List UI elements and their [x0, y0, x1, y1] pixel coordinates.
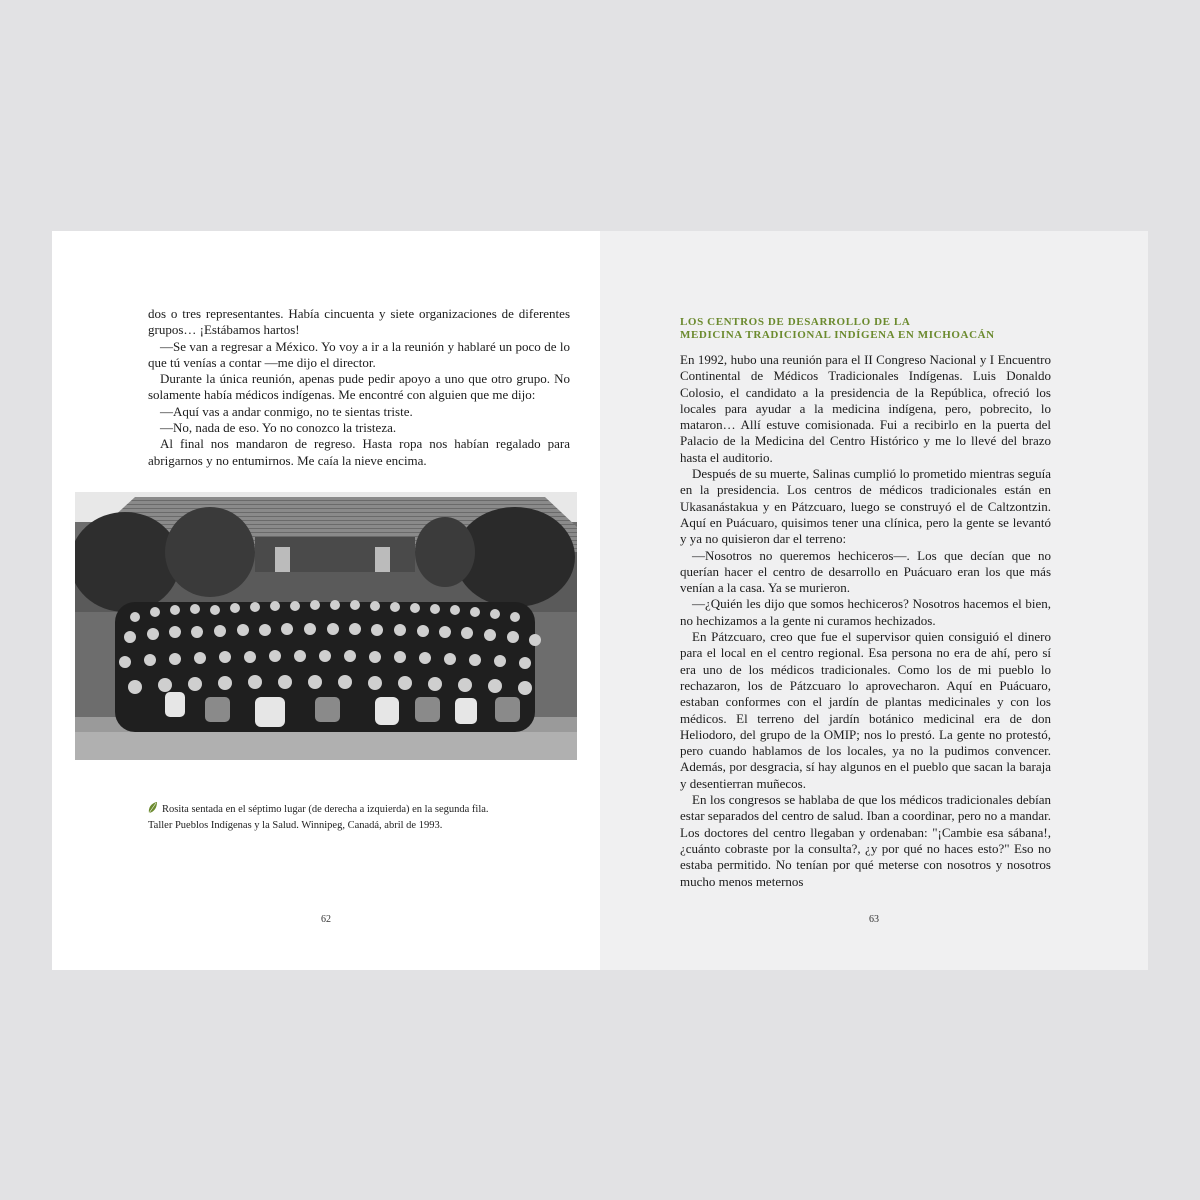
group-photo [75, 492, 577, 760]
paragraph: En los congresos se hablaba de que los médicos tradicionales debían estar separados del centro de salud. Iban a coordinar, pero no a mandar. Los doctores del centro llegaban y ordenaban: "¡Cambie esa sábana!, ¿cuánto cobraste por la consulta?, ¿y por qué no haces esto?" Eso no estaba permitido. No tenían por qué meterse con nosotros y nosotros mucho menos meternos [680, 792, 1051, 889]
paragraph: Después de su muerte, Salinas cumplió lo prometido mientras seguía en la presidencia. Los centros de médicos tradicionales están en Ukasanástakua y en Pátzcuaro, luego se construyó el de Caltzontzin. Aquí en Puácuaro, quisimos tener una clínica, pero la gente se levantó y ya no quisieron dar el terreno: [680, 466, 1051, 547]
caption-line-2: Taller Pueblos Indígenas y la Salud. Winnipeg, Canadá, abril de 1993. [148, 819, 443, 831]
caption-line-1 [148, 802, 578, 819]
paragraph: —Aquí vas a andar conmigo, no te sientas triste. [160, 403, 413, 419]
group-photo-image [75, 492, 577, 760]
section-title-line-2: MEDICINA TRADICIONAL INDÍGENA EN MICHOACÁN [680, 329, 995, 341]
leaf-icon [148, 802, 158, 819]
photo-caption [148, 802, 578, 832]
right-body-text [680, 352, 1051, 890]
caption-text-1: Rosita sentada en el séptimo lugar (de derecha a izquierda) en la segunda fila. [162, 804, 489, 815]
paragraph: —Se van a regresar a México. Yo voy a ir a la reunión y hablaré un poco de lo que tú venías a contar —me dijo el director. [148, 338, 570, 370]
left-body-text [148, 306, 570, 469]
section-title [680, 316, 1060, 342]
page-number: 62 [321, 914, 331, 925]
paragraph: —No, nada de eso. Yo no conozco la tristeza. [160, 420, 397, 436]
paragraph: En Pátzcuaro, creo que fue el supervisor quien consiguió el dinero para el local en el centro regional. Esa persona no era de ahí, pero sí era uno de los médicos tradicionales. Como los de mi pueblo lo rechazaron, los de Pátzcuaro lo aprovecharon. Aquí en Puácuaro, estaban conformes con el jardín de plantas medicinales y con los médicos. El terreno del jardín botánico medicinal era de don Heliodoro, del grupo de la OMIP; nos lo prestó. La gente no protestó, pero cuando hablamos de los locales, ya no la pudimos convencer. Además, por desgracia, sí hay algunos en el pueblo que sacan la baraja y desentierran muñecos. [680, 629, 1051, 791]
paragraph: Al final nos mandaron de regreso. Hasta ropa nos habían regalado para abrigarnos y no entumirnos. Me caía la nieve encima. [148, 436, 570, 468]
paragraph: —Nosotros no queremos hechiceros—. Los que decían que no querían hacer el centro de desarrollo en Puácuaro eran los que más venían a la casa. Ya se murieron. [680, 547, 1051, 596]
paragraph: Durante la única reunión, apenas pude pedir apoyo a uno que otro grupo. No solamente había médicos indígenas. Me encontré con alguien que me dijo: [148, 371, 570, 403]
paragraph: dos o tres representantes. Había cincuenta y siete organizaciones de diferentes grupos… ¡Estábamos hartos! [148, 306, 570, 338]
left-page [52, 231, 600, 970]
paragraph: En 1992, hubo una reunión para el II Congreso Nacional y I Encuentro Continental de Médicos Tradicionales Indígenas. Luis Donaldo Colosio, el candidato a la presidencia de la República, ofreció los locales para ayudar a la medicina indígena, pero, pobrecito, lo mataron… Allí estuve comisionada. Fui a recibirlo en la puerta del Palacio de la Medicina del Centro Histórico y me lo llevé del brazo hasta el auditorio. [680, 352, 1051, 465]
paragraph: —¿Quién les dijo que somos hechiceros? Nosotros hacemos el bien, no hechizamos a la gente ni curamos hechizados. [680, 596, 1051, 628]
page-number: 63 [869, 914, 879, 925]
right-page [600, 231, 1148, 970]
section-title-line-1: LOS CENTROS DE DESARROLLO DE LA [680, 316, 911, 328]
